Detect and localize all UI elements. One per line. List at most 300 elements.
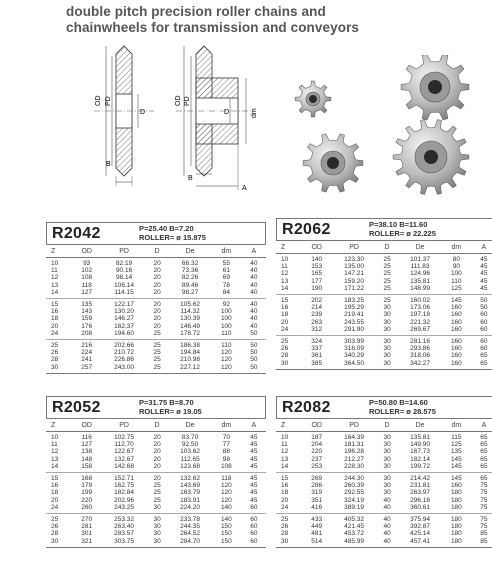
table-cell: 385 [300,360,333,370]
table-cell: 241 [81,356,93,364]
table-row [46,323,266,330]
table-cell: 30 [153,530,161,538]
table-cell: 196.28 [344,448,365,456]
table-cell: 13 [281,455,289,463]
table-cell: 80 [452,256,460,263]
table-row [46,523,266,530]
table-cell: 164.39 [344,434,365,441]
table-cell: 160 [450,338,462,346]
table-cell: 264.52 [180,530,201,538]
table-cell: 16 [51,482,59,490]
table-cell: 85 [480,530,488,538]
plate-sprocket-section [94,46,154,186]
table-cell: 260.39 [344,482,365,490]
table-cell: 20 [281,318,289,326]
table-cell: 106.14 [114,281,135,289]
table-cell: 24 [46,330,70,340]
table-cell: 26 [281,345,289,353]
table-row [276,270,492,277]
label-d-left: D [140,109,146,116]
table-cell: 14 [276,463,300,473]
table-header [276,218,492,240]
table-cell: 11 [281,441,288,449]
sprocket-product-photo [285,55,485,195]
column-header: A [242,245,266,258]
table-cell: 14 [46,289,70,299]
table-cell: 124.96 [410,270,431,278]
table-cell: 361 [311,352,323,360]
table-cell: 149.90 [410,441,431,449]
table-cell: 449 [311,523,323,531]
table-cell: 25 [375,285,399,295]
table-cell: 16 [281,304,289,312]
table-cell: 24 [276,504,300,514]
table-cell: 159.20 [344,277,365,285]
table-cell: 65 [480,441,488,449]
table-cell: 30 [46,538,70,548]
table-cell: 10 [281,434,289,441]
table-cell: 98.27 [169,289,211,299]
table-cell: 100 [220,315,232,323]
table-cell: 45 [480,263,488,271]
table-cell: 20 [145,289,169,299]
table-row [276,304,492,311]
chain-spec [369,399,436,416]
column-header: D [375,241,399,254]
column-header: D [145,245,169,258]
table-cell: 25 [281,338,289,346]
table-cell: 160 [450,345,462,353]
table-cell: 40 [250,301,258,309]
table-cell: 45 [250,482,258,490]
table-cell: 20 [153,434,161,441]
table-cell: 40 [250,281,258,289]
table-cell: 40 [250,260,258,267]
table-cell: 140 [311,256,323,263]
table-cell: 30 [145,538,169,548]
table-cell: 30 [375,326,399,336]
table-cell: 45 [250,448,258,456]
table-cell: 202.96 [114,496,135,504]
table-cell: 171.22 [333,285,375,295]
table-cell: 301 [81,530,93,538]
table-cell: 40 [250,315,258,323]
table-cell: 26 [51,349,59,357]
table-cell: 257 [70,364,103,374]
column-header: Z [276,241,300,254]
table-cell: 45 [472,285,492,295]
table-cell: 65 [480,352,488,360]
table-row [46,340,266,350]
table-cell: 212.27 [344,455,365,463]
table-cell: 210.98 [180,356,201,364]
pitch-width: P=25.40 B=7.20 [139,224,194,233]
table-cell: 40 [250,308,258,316]
table-cell: 25 [51,342,59,350]
plate-sprocket-small-bore [309,95,317,103]
table-cell: 30 [383,352,391,360]
table-cell: 160 [441,360,472,370]
table-row [46,356,266,363]
table-cell: 20 [153,267,161,275]
table-cell: 260 [70,504,103,514]
table-cell: 318.06 [410,352,431,360]
table-r2082 [276,396,492,548]
table-cell: 118 [221,475,232,483]
sprocket-technical-drawing [84,42,280,192]
table-cell: 77 [222,441,230,449]
table-cell: 243.55 [344,318,365,326]
table-row [276,523,492,530]
table-cell: 120 [220,496,232,504]
table-cell: 145 [441,463,472,473]
table-cell: 60 [242,538,266,548]
table-cell: 40 [250,322,258,330]
table-cell: 25 [383,277,391,285]
table-r2052 [46,396,266,548]
chain-code: R2062 [282,221,331,238]
table-cell: 30 [383,482,391,490]
dimension-table [46,244,266,374]
table-cell: 182.84 [114,489,135,497]
table-cell: 28 [281,530,289,538]
table-cell: 197.18 [410,311,431,319]
table-cell: 303.99 [344,338,365,346]
table-cell: 105.62 [180,301,201,309]
table-cell: 283.57 [114,530,135,538]
table-cell: 102 [81,267,93,275]
table-cell: 65 [480,448,488,456]
table-cell: 11 [51,267,58,275]
table-cell: 30 [383,448,391,456]
table-cell: 30 [153,516,161,524]
dimension-table [46,418,266,548]
table-row [276,463,492,473]
table-cell: 25 [383,270,391,278]
table-row [276,482,492,489]
table-cell: 227.12 [169,364,211,374]
table-cell: 10 [51,434,59,441]
table-cell: 98.14 [115,274,133,282]
table-cell: 60 [480,338,488,346]
table-cell: 135 [450,448,462,456]
table-cell: 143 [81,308,93,316]
table-cell: 263 [311,318,323,326]
table-cell: 45 [480,256,488,263]
table-cell: 20 [281,496,289,504]
table-cell: 40 [383,496,391,504]
table-cell: 296.16 [410,496,431,504]
table-cell: 75 [480,496,488,504]
table-cell: 177 [311,277,323,285]
table-row [46,299,266,309]
table-row [276,285,492,295]
table-cell: 18 [51,489,59,497]
table-cell: 253.32 [114,516,135,524]
table-cell: 239 [311,311,323,319]
table-cell: 342.27 [399,360,441,370]
table-cell: 30 [383,345,391,353]
table-row [46,364,266,374]
table-row [276,254,492,264]
table-cell: 162.37 [114,322,135,330]
table-cell: 481 [311,530,323,538]
table-cell: 194.60 [103,330,145,340]
table-cell: 25 [51,516,59,524]
table-row [46,514,266,524]
table-cell: 103.62 [180,448,201,456]
table-cell: 351 [311,496,323,504]
table-cell: 30 [383,304,391,312]
table-cell: 194.84 [180,349,201,357]
table-cell: 127 [81,441,93,449]
table-cell: 75 [480,489,488,497]
table-cell: 26 [281,523,289,531]
table-cell: 88 [222,448,230,456]
table-cell: 73.36 [181,267,199,275]
table-cell: 20 [153,448,161,456]
table-cell: 182.14 [410,455,431,463]
table-cell: 219.41 [344,311,365,319]
table-cell: 45 [242,463,266,473]
table-row [46,448,266,455]
table-row [46,349,266,356]
table-cell: 100 [220,322,232,330]
table-cell: 40 [375,538,399,548]
table-cell: 10 [51,260,59,267]
table-cell: 30 [46,364,70,374]
table-cell: 45 [480,270,488,278]
table-cell: 45 [250,455,258,463]
table-cell: 286 [311,482,323,490]
table-row [46,482,266,489]
table-row [46,308,266,315]
label-b-right: B [188,175,193,182]
table-cell: 173.06 [410,304,431,312]
table-cell: 90 [452,263,460,271]
table-cell: 20 [153,322,161,330]
table-cell: 65 [480,475,488,483]
table-cell: 220 [311,448,323,456]
table-cell: 75 [472,504,492,514]
table-cell: 30 [383,455,391,463]
table-cell: 110 [221,342,232,350]
table-cell: 163.79 [180,489,201,497]
label-d-right: D [224,109,230,116]
pitch-width: P=31.75 B=8.70 [139,398,194,407]
table-cell: 180 [450,496,462,504]
table-cell: 70 [222,434,230,441]
table-cell: 102.75 [114,434,135,441]
table-cell: 210.72 [114,349,135,357]
table-cell: 60 [250,530,258,538]
table-cell: 11 [51,441,58,449]
table-cell: 28 [51,356,59,364]
table-cell: 30 [383,489,391,497]
table-cell: 143.69 [180,482,201,490]
column-header: OD [300,241,333,254]
table-cell: 123.30 [344,256,365,263]
table-cell: 321 [70,538,103,548]
table-cell: 199.72 [399,463,441,473]
table-cell: 392.87 [410,523,431,531]
label-pd-left: PD [105,96,112,106]
table-cell: 12 [281,448,289,456]
table-cell: 16 [51,308,59,316]
table-cell: 45 [250,441,258,449]
table-cell: 110 [211,330,242,340]
table-cell: 145 [450,475,462,483]
table-cell: 20 [153,308,161,316]
table-row [46,282,266,289]
table-cell: 30 [375,463,399,473]
table-cell: 180 [441,538,472,548]
column-header: Z [276,419,300,432]
table-cell: 25 [153,349,161,357]
table-cell: 20 [51,322,59,330]
table-cell: 160 [450,311,462,319]
table-cell: 20 [153,274,161,282]
column-header: D [145,419,169,432]
table-cell: 110 [451,277,462,285]
table-cell: 147.21 [344,270,365,278]
table-cell: 160 [450,304,462,312]
table-row [46,463,266,473]
table-cell: 25 [145,330,169,340]
table-cell: 244.35 [180,523,201,531]
table-cell: 30 [383,434,391,441]
table-cell: 60 [242,504,266,514]
table-cell: 183.91 [180,496,201,504]
table-cell: 13 [51,455,59,463]
table-row [276,530,492,537]
table-cell: 138 [81,448,93,456]
table-cell: 457.41 [399,538,441,548]
table-header [276,396,492,418]
title-line-2: chainwheels for transmission and conveyors [66,20,360,35]
column-header: D [375,419,399,432]
column-header: dm [441,419,472,432]
table-cell: 14 [46,463,70,473]
table-cell: 108 [211,463,242,473]
table-cell: 111.83 [410,263,430,271]
table-cell: 20 [145,463,169,473]
table-cell: 226.86 [114,356,135,364]
table-cell: 112.70 [114,441,134,449]
table-cell: 40 [383,516,391,524]
dimension-table [276,240,492,370]
table-cell: 115 [451,434,462,441]
table-cell: 150 [220,523,232,531]
table-cell: 181.31 [344,441,365,449]
table-cell: 24 [46,504,70,514]
table-cell: 90.16 [115,267,133,275]
table-cell: 15 [51,475,59,483]
table-cell: 114.15 [103,289,145,299]
table-cell: 269.67 [399,326,441,336]
table-cell: 50 [242,364,266,374]
table-cell: 224.20 [169,504,211,514]
table-cell: 123.68 [169,463,211,473]
table-row [46,530,266,537]
table-row [276,352,492,359]
table-cell: 24 [276,326,300,336]
table-cell: 60 [480,311,488,319]
table-cell: 25 [153,496,161,504]
table-cell: 187 [311,434,323,441]
table-cell: 28 [281,352,289,360]
table-cell: 179 [81,482,93,490]
table-cell: 303.75 [103,538,145,548]
column-header: dm [441,241,472,254]
table-cell: 45 [250,475,258,483]
table-cell: 14 [276,285,300,295]
table-cell: 118 [81,281,92,289]
pitch-width: P=50.80 B=14.60 [369,398,428,407]
table-cell: 30 [153,523,161,531]
table-cell: 18 [51,315,59,323]
column-header: PD [103,419,145,432]
table-cell: 453.72 [344,530,365,538]
table-cell: 160 [450,352,462,360]
table-cell: 60 [480,345,488,353]
table-cell: 221.32 [410,318,431,326]
table-row [276,360,492,370]
table-cell: 20 [153,441,161,449]
column-header: Z [46,419,70,432]
table-cell: 40 [375,504,399,514]
table-cell: 101.37 [410,256,431,263]
table-cell: 195.29 [344,304,365,312]
table-cell: 18 [281,489,289,497]
table-row [276,263,492,270]
table-cell: 20 [153,281,161,289]
table-cell: 25 [383,297,391,305]
chain-code: R2082 [282,399,331,416]
table-cell: 176 [81,322,93,330]
table-cell: 140 [211,504,242,514]
table-cell: 25 [153,489,161,497]
table-cell: 120 [220,356,232,364]
table-cell: 243.25 [103,504,145,514]
table-row [276,345,492,352]
table-cell: 26 [51,523,59,531]
table-row [276,319,492,326]
table-cell: 237 [311,455,323,463]
table-cell: 60 [250,516,258,524]
table-cell: 284.70 [169,538,211,548]
table-cell: 145 [450,297,462,305]
table-cell: 375.94 [410,516,431,524]
table-cell: 60 [480,318,488,326]
table-cell: 153 [311,263,323,271]
chain-spec [139,399,202,416]
column-header: PD [103,245,145,258]
table-cell: 13 [281,277,289,285]
table-cell: 82.19 [115,260,133,267]
table-row [276,514,492,524]
table-cell: 165 [311,270,323,278]
table-cell: 89.46 [181,281,199,289]
column-header: OD [70,419,103,432]
table-cell: 135.00 [344,263,365,271]
chain-code: R2052 [52,399,101,416]
table-row [276,432,492,442]
table-cell: 159 [81,315,93,323]
table-cell: 100 [450,270,462,278]
table-cell: 50 [242,330,266,340]
table-cell: 281 [81,523,93,531]
